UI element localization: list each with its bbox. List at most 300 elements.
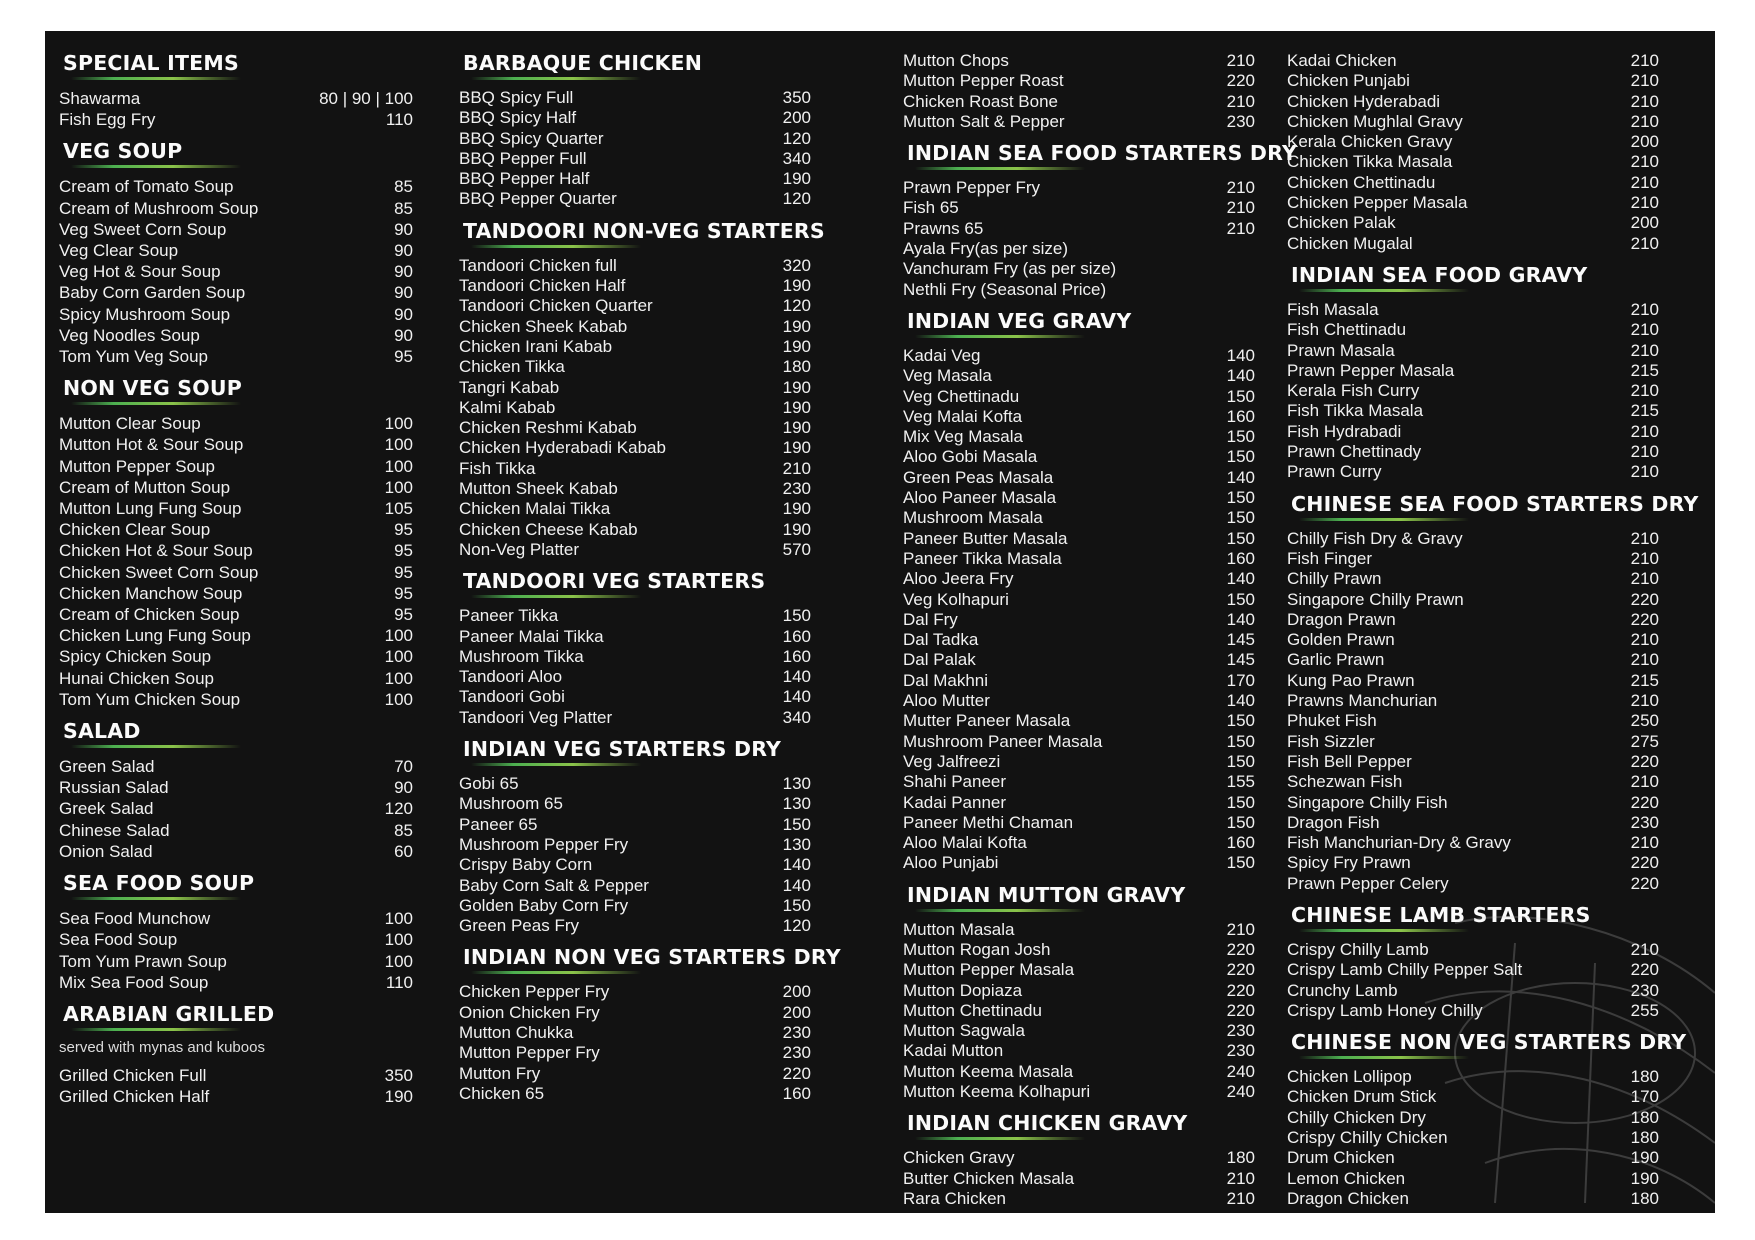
menu-item (457, 606, 817, 626)
menu-item-name: Chicken Sweet Corn Soup (59, 562, 259, 582)
menu-item-price: 180 (782, 357, 811, 377)
menu-item-price: 120 (782, 128, 811, 148)
menu-section-tandoori-non-veg-starters (457, 218, 825, 560)
menu-item-price: 140 (1226, 467, 1255, 487)
section-underline (471, 971, 641, 974)
menu-item-price: 215 (1630, 360, 1659, 380)
menu-item-name: Tandoori Chicken full (459, 255, 617, 275)
menu-item (901, 711, 1261, 731)
menu-item-price: 150 (1226, 751, 1255, 771)
section-underline (71, 1028, 241, 1031)
menu-item-price: 230 (1226, 1041, 1255, 1061)
menu-item-name: Crispy Chilly Lamb (1287, 939, 1429, 959)
menu-item-name: Mutton Masala (903, 919, 1015, 939)
menu-item-price: 240 (1226, 1061, 1255, 1081)
menu-item-price: 150 (1226, 853, 1255, 873)
menu-item-price: 140 (782, 667, 811, 687)
menu-item-name: Tom Yum Chicken Soup (59, 689, 241, 709)
menu-item-price: 160 (782, 626, 811, 646)
menu-item-name: Chicken Mugalal (1287, 233, 1413, 253)
menu-item-price: 340 (782, 707, 811, 727)
menu-item (457, 667, 817, 687)
menu-item-name: Tom Yum Veg Soup (59, 347, 209, 367)
section-underline (71, 897, 241, 900)
menu-item-price: 200 (782, 1002, 811, 1022)
menu-item (901, 590, 1261, 610)
menu-item-name: Crispy Lamb Honey Chilly (1287, 1000, 1483, 1020)
menu-item (457, 1084, 817, 1104)
menu-item-name: Russian Salad (59, 778, 169, 798)
menu-item-price: 150 (1226, 386, 1255, 406)
section-title: ARABIAN GRILLED (63, 1001, 275, 1026)
menu-item-price: 150 (1226, 488, 1255, 508)
menu-item-price: 210 (1630, 340, 1659, 360)
menu-item (457, 317, 817, 337)
menu-item-name: Cream of Mutton Soup (59, 477, 231, 497)
menu-item (457, 149, 817, 169)
menu-item-name: Dal Palak (903, 650, 976, 670)
menu-item (901, 650, 1261, 670)
menu-item-name: Dal Makhni (903, 670, 989, 690)
menu-section-chinese-sea-food-starters-dry (1285, 491, 1699, 894)
menu-item-price: 95 (394, 562, 413, 582)
menu-item-price: 100 (384, 951, 413, 971)
menu-item (901, 549, 1261, 569)
menu-item (901, 1021, 1261, 1041)
menu-item-name: Aloo Mutter (903, 691, 990, 711)
menu-item (1285, 341, 1665, 361)
menu-item-name: Non-Veg Platter (459, 539, 580, 559)
menu-item-price: 95 (394, 347, 413, 367)
menu-item (457, 296, 817, 316)
menu-item-price: 190 (1630, 1168, 1659, 1188)
menu-item-price: 105 (384, 499, 413, 519)
menu-item (57, 304, 419, 325)
menu-item-name: Schezwan Fish (1287, 772, 1403, 792)
menu-item-name: Chicken Tikka Masala (1287, 152, 1453, 172)
menu-item-price: 150 (1226, 792, 1255, 812)
menu-item (1285, 590, 1665, 610)
menu-item-name: Kadai Mutton (903, 1041, 1004, 1061)
menu-item-name: Mutton Pepper Fry (459, 1043, 600, 1063)
menu-item (57, 562, 419, 583)
menu-item-name: Fish Masala (1287, 299, 1379, 319)
menu-item-name: Cream of Mushroom Soup (59, 198, 259, 218)
menu-item-price: 95 (394, 605, 413, 625)
menu-item-price: 150 (782, 606, 811, 626)
menu-item-price: 200 (1630, 213, 1659, 233)
menu-item-price: 90 (394, 778, 413, 798)
menu-item-price: 190 (782, 438, 811, 458)
menu-item-name: Chilly Prawn (1287, 569, 1382, 589)
menu-item (1285, 193, 1665, 213)
menu-item-name: Onion Chicken Fry (459, 1002, 600, 1022)
menu-item-name: Chicken Hot & Sour Soup (59, 541, 253, 561)
menu-item (57, 951, 419, 972)
menu-item-name: Chicken Hyderabadi Kabab (459, 438, 666, 458)
menu-item-price: 100 (384, 909, 413, 929)
menu-item (57, 346, 419, 367)
menu-item-name: Chicken Lollipop (1287, 1067, 1412, 1087)
menu-item-name: Kerala Fish Curry (1287, 381, 1420, 401)
menu-item-name: Mutton Fry (459, 1063, 541, 1083)
menu-item-price: 210 (1630, 569, 1659, 589)
menu-item (1285, 813, 1665, 833)
menu-section-indian-chicken-gravy (901, 1111, 1261, 1209)
menu-item (1285, 132, 1665, 152)
menu-item (457, 378, 817, 398)
menu-item (1285, 112, 1665, 132)
menu-item (57, 456, 419, 477)
menu-item-price: 220 (1226, 980, 1255, 1000)
menu-item-price: 210 (1630, 528, 1659, 548)
menu-item (901, 732, 1261, 752)
menu-item (901, 772, 1261, 792)
menu-item-name: Aloo Punjabi (903, 853, 999, 873)
menu-item-name: Mutton Chukka (459, 1022, 574, 1042)
menu-item-price: 215 (1630, 670, 1659, 690)
menu-item-name: BBQ Pepper Half (459, 169, 590, 189)
menu-item-name: Singapore Chilly Prawn (1287, 589, 1464, 609)
menu-item-price: 190 (782, 499, 811, 519)
menu-item-name: Crunchy Lamb (1287, 980, 1398, 1000)
menu-item-price: 90 (394, 219, 413, 239)
menu-item-price: 275 (1630, 731, 1659, 751)
menu-item-price: 210 (1630, 691, 1659, 711)
menu-item-price: 150 (782, 814, 811, 834)
menu-item-name: Shawarma (59, 89, 141, 108)
menu-item (457, 276, 817, 296)
menu-item (901, 259, 1261, 279)
menu-item-name: Chicken Punjabi (1287, 71, 1410, 91)
menu-item-name: Ayala Fry(as per size) (903, 239, 1069, 259)
menu-item (457, 1003, 817, 1023)
menu-item (57, 604, 419, 625)
menu-item-price: 100 (384, 626, 413, 646)
menu-item-price: 220 (1226, 960, 1255, 980)
menu-item-name: Mix Sea Food Soup (59, 972, 209, 992)
menu-item-price: 140 (1226, 366, 1255, 386)
menu-item-price: 220 (1630, 609, 1659, 629)
menu-item-name: Mutton Pepper Masala (903, 960, 1075, 980)
menu-item-price: 180 (1630, 1128, 1659, 1148)
menu-item-price: 150 (1226, 528, 1255, 548)
menu-item (901, 92, 1261, 112)
menu-item-price: 70 (394, 757, 413, 777)
section-underline (471, 245, 641, 248)
menu-item-price: 140 (1226, 691, 1255, 711)
menu-item-name: Fish 65 (903, 198, 959, 218)
menu-item-price: 190 (782, 316, 811, 336)
menu-item-price: 150 (1226, 711, 1255, 731)
section-title: BARBAQUE CHICKEN (463, 51, 703, 75)
menu-item-name: Mutton Rogan Josh (903, 939, 1051, 959)
menu-item-name: Onion Salad (59, 841, 153, 861)
menu-item-name: Mutton Pepper Soup (59, 456, 215, 476)
menu-item-name: Garlic Prawn (1287, 650, 1385, 670)
menu-item (57, 498, 419, 519)
menu-item (901, 71, 1261, 91)
menu-item-name: Fish Egg Fry (59, 110, 156, 130)
menu-item (457, 815, 817, 835)
menu-item-price: 210 (1226, 51, 1255, 70)
menu-item-price: 155 (1226, 772, 1255, 792)
menu-section-salad (57, 719, 419, 862)
menu-item-name: Baby Corn Salt & Pepper (459, 875, 649, 895)
section-title: INDIAN MUTTON GRAVY (907, 882, 1186, 907)
menu-item (57, 413, 419, 434)
menu-item-price: 210 (1630, 299, 1659, 319)
menu-item-price: 145 (1226, 650, 1255, 670)
menu-item-name: Mushroom Masala (903, 508, 1043, 528)
menu-item-name: Prawn Curry (1287, 462, 1382, 482)
menu-item-price: 230 (1226, 111, 1255, 131)
menu-item-price: 230 (1226, 1021, 1255, 1041)
menu-item-price: 180 (1630, 1188, 1659, 1208)
menu-item (901, 178, 1261, 198)
menu-item (457, 129, 817, 149)
menu-item (457, 459, 817, 479)
menu-item-price: 95 (394, 583, 413, 603)
menu-item-name: Veg Masala (903, 366, 992, 386)
menu-item-price: 210 (1630, 193, 1659, 213)
menu-item (457, 647, 817, 667)
menu-item-price: 250 (1630, 711, 1659, 731)
sketched-food-illustration-icon (1395, 883, 1715, 1213)
menu-item (57, 646, 419, 667)
menu-item-name: Veg Clear Soup (59, 241, 179, 261)
menu-item-name: Singapore Chilly Fish (1287, 792, 1448, 812)
menu-item-price: 90 (394, 283, 413, 303)
menu-item (457, 438, 817, 458)
menu-item-name: Prawns 65 (903, 218, 984, 238)
menu-item-name: Fish Tikka (459, 458, 536, 478)
menu-item (901, 610, 1261, 630)
menu-item (57, 908, 419, 929)
menu-item (57, 841, 419, 862)
menu-item-name: Chinese Salad (59, 820, 170, 840)
menu-item (901, 793, 1261, 813)
menu-item-name: Fish Hydrabadi (1287, 421, 1402, 441)
menu-item-name: Chilly Fish Dry & Gravy (1287, 528, 1463, 548)
menu-column-2 (457, 51, 841, 1113)
menu-item-name: Tandoori Chicken Quarter (459, 296, 653, 316)
section-underline (1299, 289, 1469, 292)
menu-section-continued (901, 51, 1261, 132)
menu-item (457, 1064, 817, 1084)
menu-item-price: 230 (782, 1022, 811, 1042)
menu-item-name: Veg Malai Kofta (903, 406, 1023, 426)
menu-item (1285, 401, 1665, 421)
menu-item-price: 570 (782, 539, 811, 559)
menu-item-name: Chicken Manchow Soup (59, 583, 243, 603)
menu-item (1285, 732, 1665, 752)
menu-item (457, 794, 817, 814)
menu-item-name: Prawn Pepper Masala (1287, 360, 1455, 380)
menu-item-name: BBQ Pepper Full (459, 148, 587, 168)
menu-item-price: 160 (1226, 406, 1255, 426)
menu-item-name: Paneer Tikka Masala (903, 548, 1062, 568)
menu-item (57, 668, 419, 689)
menu-item (457, 687, 817, 707)
menu-item-price: 90 (394, 241, 413, 261)
menu-item-price: 100 (384, 668, 413, 688)
menu-item-name: Crispy Chilly Chicken (1287, 1128, 1448, 1148)
menu-item-price: 170 (1226, 670, 1255, 690)
menu-item (901, 112, 1261, 132)
menu-item-name: Veg Jalfreezi (903, 751, 1001, 771)
menu-item-price: 120 (384, 799, 413, 819)
menu-item (901, 198, 1261, 218)
menu-item (901, 981, 1261, 1001)
menu-item (457, 520, 817, 540)
menu-item (901, 468, 1261, 488)
menu-item-price: 190 (782, 377, 811, 397)
menu-item-name: Mutton Clear Soup (59, 414, 201, 434)
menu-item (1285, 529, 1665, 549)
menu-item-price: 340 (782, 148, 811, 168)
menu-item-name: Golden Prawn (1287, 630, 1395, 650)
menu-item-price: 210 (1630, 51, 1659, 70)
section-underline (71, 745, 241, 748)
menu-item-name: Sea Food Munchow (59, 909, 211, 929)
section-underline (1299, 518, 1469, 521)
section-title: SEA FOOD SOUP (63, 871, 255, 896)
menu-item-name: Mutton Hot & Sour Soup (59, 435, 244, 455)
menu-item-price: 100 (384, 647, 413, 667)
menu-item-price: 210 (1226, 919, 1255, 939)
menu-item (57, 477, 419, 498)
menu-item-price: 100 (384, 689, 413, 709)
menu-item-name: Prawn Pepper Celery (1287, 873, 1449, 893)
menu-item-name: Veg Hot & Sour Soup (59, 262, 221, 282)
menu-item-price: 220 (782, 1063, 811, 1083)
menu-item-price: 210 (782, 458, 811, 478)
menu-item (457, 835, 817, 855)
menu-item (1285, 650, 1665, 670)
menu-item-price: 230 (1630, 812, 1659, 832)
menu-item (57, 109, 419, 130)
menu-item-name: Spicy Fry Prawn (1287, 853, 1411, 873)
menu-item-price: 180 (1630, 1107, 1659, 1127)
menu-section-indian-veg-gravy (901, 309, 1261, 874)
menu-item-name: Nethli Fry (Seasonal Price) (903, 279, 1107, 299)
menu-item (57, 261, 419, 282)
menu-item (901, 1189, 1261, 1209)
menu-item-name: Mushroom Pepper Fry (459, 834, 629, 854)
menu-item-price: 230 (782, 479, 811, 499)
menu-item-name: BBQ Spicy Quarter (459, 128, 604, 148)
menu-item (901, 529, 1261, 549)
menu-item (901, 940, 1261, 960)
menu-item (57, 219, 419, 240)
menu-item (1285, 711, 1665, 731)
section-underline (71, 165, 241, 168)
menu-item (57, 689, 419, 710)
section-title: TANDOORI VEG STARTERS (463, 569, 766, 594)
menu-item-price: 120 (782, 189, 811, 209)
menu-item-name: Prawns Manchurian (1287, 691, 1438, 711)
menu-item (57, 176, 419, 197)
menu-item-name: Chicken 65 (459, 1083, 545, 1103)
menu-item (57, 583, 419, 604)
menu-item-name: BBQ Pepper Quarter (459, 189, 617, 209)
menu-item (457, 708, 817, 728)
menu-item-price: 95 (394, 520, 413, 540)
menu-item-price: 180 (1226, 1148, 1255, 1168)
menu-item-name: Paneer Methi Chaman (903, 812, 1074, 832)
menu-item-name: Fish Bell Pepper (1287, 751, 1412, 771)
menu-item-name: Chicken Clear Soup (59, 520, 211, 540)
section-underline (71, 77, 241, 80)
section-underline (471, 763, 641, 766)
menu-item-price: 230 (1630, 980, 1659, 1000)
menu-item-name: Kadai Panner (903, 792, 1007, 812)
menu-item-name: Mutton Chops (903, 51, 1009, 70)
menu-item-price: 85 (394, 198, 413, 218)
section-title: CHINESE NON VEG STARTERS DRY (1291, 1030, 1687, 1055)
menu-item-name: Grilled Chicken Full (59, 1065, 207, 1085)
menu-item-price: 140 (782, 687, 811, 707)
menu-item-name: Kerala Chicken Gravy (1287, 132, 1453, 152)
menu-item-name: BBQ Spicy Full (459, 88, 574, 107)
section-title: INDIAN CHICKEN GRAVY (907, 1111, 1188, 1136)
menu-item-name: Hunai Chicken Soup (59, 668, 214, 688)
menu-item-name: Crispy Baby Corn (459, 855, 593, 875)
menu-item-name: Aloo Jeera Fry (903, 569, 1014, 589)
menu-item (901, 1082, 1261, 1102)
menu-item (457, 540, 817, 560)
menu-item (901, 813, 1261, 833)
menu-item (1285, 442, 1665, 462)
menu-item (901, 920, 1261, 940)
menu-section-indian-mutton-gravy (901, 883, 1261, 1103)
menu-item-price: 160 (1226, 548, 1255, 568)
menu-item-price: 110 (385, 110, 413, 130)
menu-item (457, 398, 817, 418)
menu-item (457, 418, 817, 438)
menu-item-name: Mutton Keema Masala (903, 1061, 1074, 1081)
menu-item (901, 853, 1261, 873)
menu-item-price: 100 (384, 435, 413, 455)
section-underline (915, 335, 1085, 338)
section-title: SALAD (63, 719, 141, 744)
menu-item-name: Dragon Fish (1287, 812, 1380, 832)
menu-item-price: 90 (394, 262, 413, 282)
menu-board (45, 31, 1715, 1213)
menu-item-name: Veg Noodles Soup (59, 325, 200, 345)
section-title: INDIAN VEG STARTERS DRY (463, 737, 782, 762)
menu-item-name: Chicken Pepper Masala (1287, 193, 1468, 213)
menu-item-name: Mutton Lung Fung Soup (59, 499, 242, 519)
menu-item-name: Chicken Lung Fung Soup (59, 626, 251, 646)
menu-item-price: 90 (394, 304, 413, 324)
menu-section-indian-non-veg-starters-dry (457, 945, 841, 1104)
menu-item (457, 896, 817, 916)
menu-section-indian-sea-food-starters-dry (901, 141, 1298, 300)
menu-item-price: 130 (782, 834, 811, 854)
menu-item (457, 108, 817, 128)
menu-item (1285, 569, 1665, 589)
menu-item-price: 210 (1630, 630, 1659, 650)
menu-item-price: 210 (1630, 381, 1659, 401)
menu-item (1285, 213, 1665, 233)
menu-item-price: 100 (384, 456, 413, 476)
menu-item-name: Fish Tikka Masala (1287, 401, 1424, 421)
menu-item-price: 350 (384, 1065, 413, 1085)
menu-item-price: 160 (782, 646, 811, 666)
menu-item-price: 210 (1630, 548, 1659, 568)
